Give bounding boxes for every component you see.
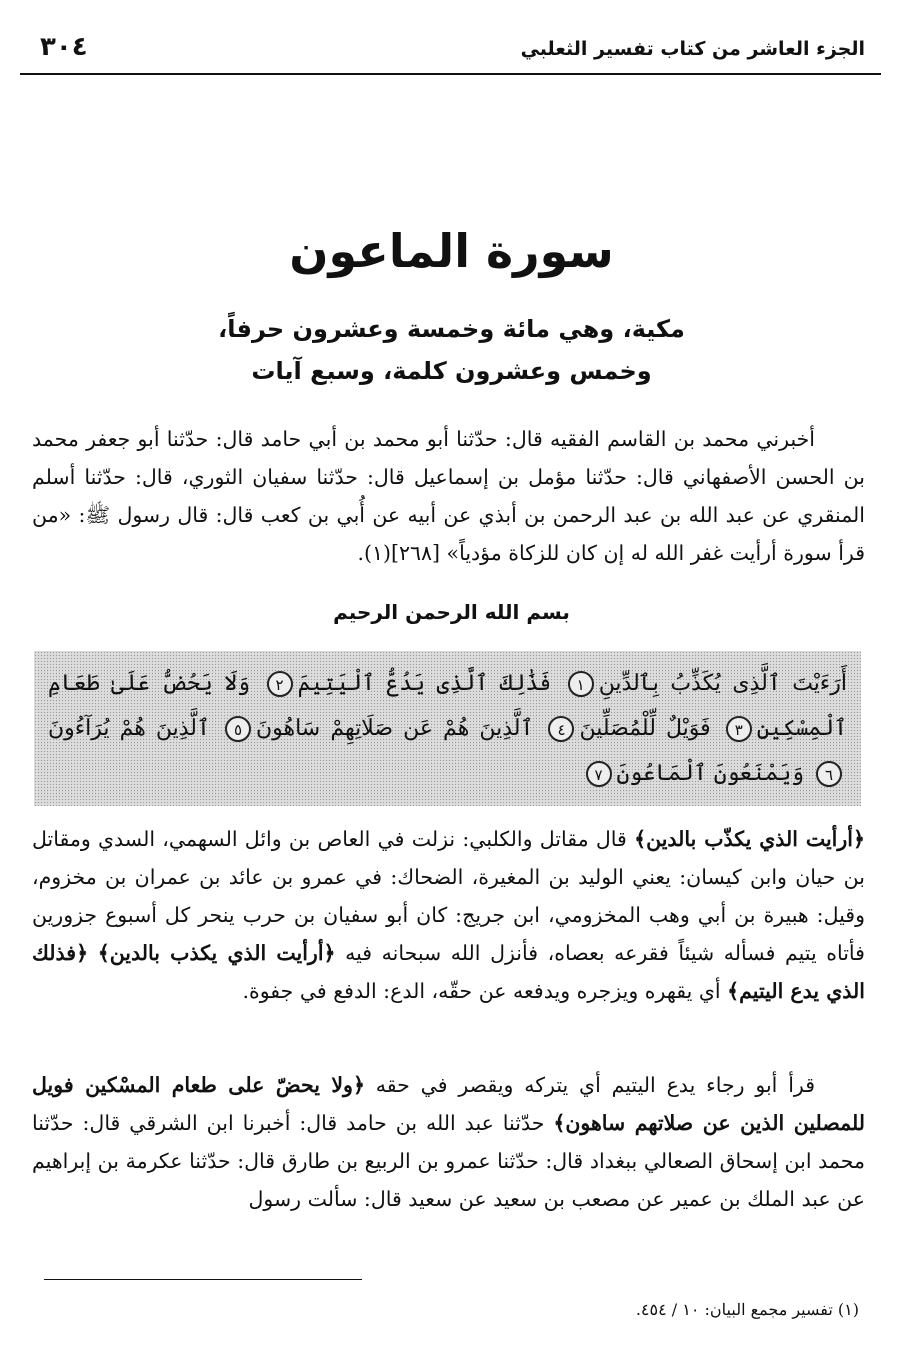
- ayah-number-marker: ٥: [225, 716, 251, 742]
- commentary-paragraph-1: [32, 820, 865, 1010]
- commentary-text: أي يقهره ويزجره ويدفعه عن حقّه، الدع: الدفع في جفوة.: [242, 979, 728, 1003]
- surah-info-line-2: وخمس وعشرون كلمة، وسبع آيات: [251, 357, 652, 385]
- verse-text: وَيَمْنَعُونَ ٱلْمَاعُونَ: [616, 761, 804, 786]
- verse-text: ٱلَّذِينَ هُمْ يُرَآءُونَ: [48, 716, 210, 741]
- header-divider: [20, 73, 881, 75]
- surah-title: سورة الماعون: [289, 224, 614, 278]
- ayah-number-marker: ٢: [267, 671, 293, 697]
- verse-text: ٱلَّذِينَ هُمْ عَن صَلَاتِهِمْ سَاهُونَ: [255, 716, 534, 741]
- running-header: [28, 28, 875, 68]
- surah-info-line-1: مكية، وهي مائة وخمسة وعشرون حرفاً،: [218, 315, 685, 343]
- verse-text: أَرَءَيْتَ ٱلَّذِى يُكَذِّبُ بِٱلدِّينِ: [598, 671, 847, 696]
- page-number: ٣٠٤: [40, 32, 88, 62]
- ayah-number-marker: ٤: [548, 716, 574, 742]
- commentary-paragraph-2: [32, 1066, 865, 1218]
- quoted-verse: ﴿ولا يحضّ على طعام المسْكين فويل للمصلين الذين عن صلاتهم ساهون﴾: [32, 1073, 865, 1135]
- footnote-divider: [44, 1279, 362, 1280]
- ayah-number-marker: ٦: [816, 761, 842, 787]
- quoted-verse: ﴿أرأيت الذي يكذب بالدين﴾: [97, 941, 336, 965]
- commentary-text: قرأ أبو رجاء يدع اليتيم أي يتركه ويقصر في حقه: [364, 1073, 816, 1097]
- commentary-text: حدّثنا عبد الله بن حامد قال: أخبرنا ابن الشرقي قال: حدّثنا محمد ابن إسحاق الصعالي ببغداد قال: حدّثنا عمرو بن الربيع بن طارق قال: حدّثنا عكرمة بن إبراهيم عن عبد الملك بن عمير عن مصعب بن سعيد عن سعيد قال: سألت رسول: [32, 1111, 865, 1211]
- running-title: الجزء العاشر من كتاب تفسير الثعلبي: [520, 38, 865, 60]
- footnote: (١) تفسير مجمع البيان: ١٠ / ٤٥٤.: [635, 1300, 859, 1319]
- surah-info: [0, 308, 903, 392]
- ayah-number-marker: ٧: [586, 761, 612, 787]
- commentary-text: قال مقاتل والكلبي: نزلت في العاص بن وائل السهمي، السدي ومقاتل بن حيان وابن كيسان: يعني الوليد بن المغيرة، الضحاك: في عمرو بن عائد بن عمران بن مخزوم، وقيل: هبيرة بن أبي وهب المخزومي، ابن جريج: كان أبو سفيان بن حرب ينحر كل أسبوع جزورين فأتاه يتيم فسأله شيئاً فقرعه بعصاه، فأنزل الله سبحانه فيه: [32, 827, 865, 965]
- intro-paragraph: أخبرني محمد بن القاسم الفقيه قال: حدّثنا أبو محمد بن أبي حامد قال: حدّثنا أبو جعفر محمد بن الحسن الأصفهاني قال: حدّثنا مؤمل بن إسماعيل قال: حدّثنا سفيان الثوري، قال: حدّثنا أسلم المنقري عن عبد الله بن عبد الرحمن بن أبذي عن أبيه عن أُبي بن كعب قال: قال رسول ﷺ: «من قرأ سورة أرأيت غفر الله له إن كان للزكاة مؤدياً» [٢٦٨](١).: [32, 427, 865, 565]
- ayah-number-marker: ١: [568, 671, 594, 697]
- quoted-verse: ﴿فذلك الذي يدع اليتيم﴾: [32, 941, 865, 1003]
- quoted-verse: ﴿أرأيت الذي يكذّب بالدين﴾: [634, 827, 865, 851]
- basmala: بسم الله الرحمن الرحيم: [333, 600, 570, 624]
- ayah-number-marker: ٣: [726, 716, 752, 742]
- commentary-text: [88, 941, 98, 965]
- verse-text: وَلَا يَحُضُّ عَلَىٰ طَعَامِ ٱلْمِسْكِينِ: [48, 671, 847, 741]
- verse-text: فَوَيْلٌ لِّلْمُصَلِّينَ: [579, 716, 711, 741]
- quran-verses-box: [34, 651, 861, 806]
- verse-text: فَذَٰلِكَ ٱلَّذِى يَدُعُّ ٱلْيَتِيمَ: [297, 671, 552, 696]
